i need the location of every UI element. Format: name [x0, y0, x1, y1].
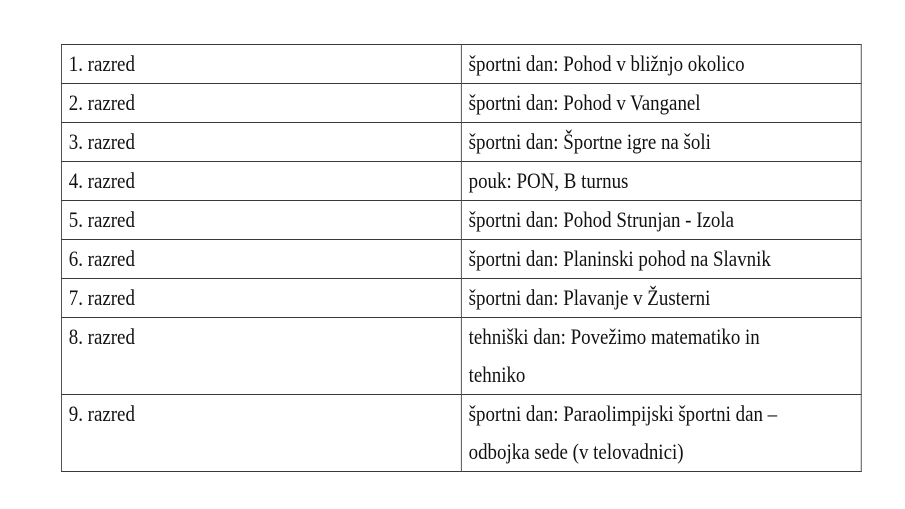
grade-cell: 8. razred [61, 318, 461, 395]
activity-line: športni dan: Pohod v bližnjo okolico [468, 51, 745, 76]
grade-cell: 7. razred [61, 279, 461, 318]
grade-cell: 9. razred [61, 395, 461, 472]
activity-line: športni dan: Planinski pohod na Slavnik [468, 246, 771, 271]
schedule-table-body [61, 45, 861, 472]
activity-cell [461, 84, 861, 123]
grade-cell: 1. razred [61, 45, 461, 84]
table-row [61, 84, 861, 123]
grade-cell: 3. razred [61, 123, 461, 162]
table-row [61, 318, 861, 395]
activity-line: športni dan: Plavanje v Žusterni [468, 285, 711, 310]
activity-line: tehniko [468, 362, 526, 387]
activity-line: pouk: PON, B turnus [468, 168, 629, 193]
activity-line: športni dan: Športne igre na šoli [468, 129, 711, 154]
activity-cell [461, 395, 861, 472]
activity-cell [461, 279, 861, 318]
activity-cell [461, 201, 861, 240]
activity-cell [461, 123, 861, 162]
table-row [61, 201, 861, 240]
activity-line: športni dan: Pohod Strunjan - Izola [468, 207, 735, 232]
grade-cell: 4. razred [61, 162, 461, 201]
activity-cell [461, 240, 861, 279]
activity-line: športni dan: Paraolimpijski športni dan – [468, 401, 778, 426]
activity-cell [461, 45, 861, 84]
grade-cell: 6. razred [61, 240, 461, 279]
table-row [61, 162, 861, 201]
table-row [61, 45, 861, 84]
table-row [61, 279, 861, 318]
grade-cell: 2. razred [61, 84, 461, 123]
table-row [61, 240, 861, 279]
activity-cell [461, 318, 861, 395]
activity-line: tehniški dan: Povežimo matematiko in [468, 324, 760, 349]
activity-cell [461, 162, 861, 201]
grade-cell: 5. razred [61, 201, 461, 240]
activity-line: športni dan: Pohod v Vanganel [468, 90, 701, 115]
activity-line: odbojka sede (v telovadnici) [468, 439, 684, 464]
schedule-table [61, 44, 862, 472]
table-row [61, 395, 861, 472]
table-row [61, 123, 861, 162]
